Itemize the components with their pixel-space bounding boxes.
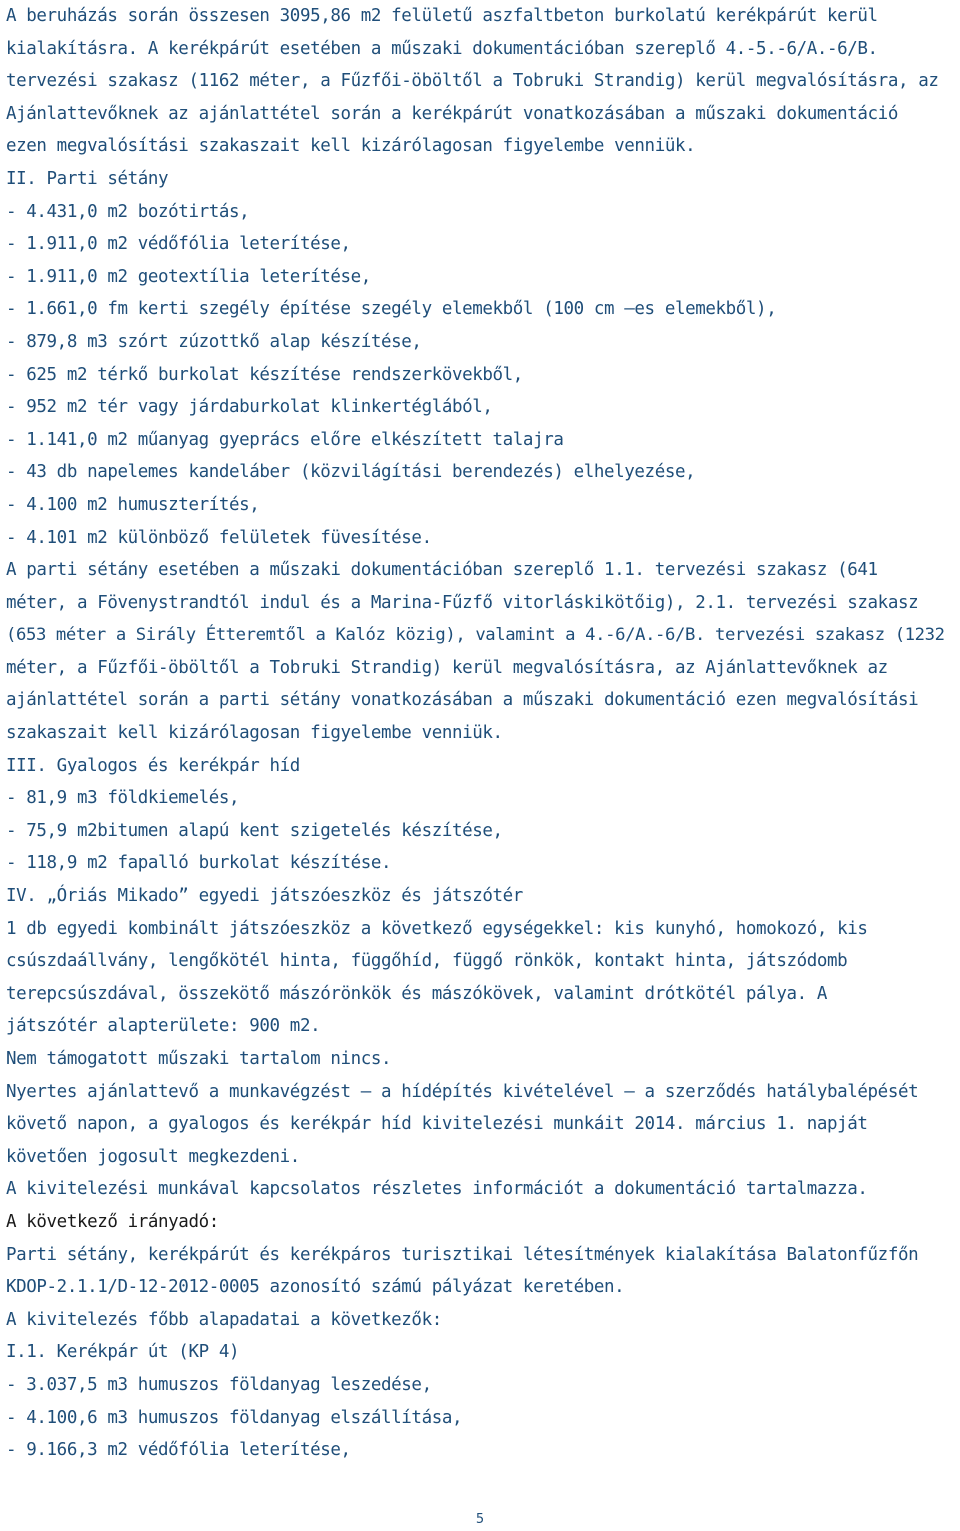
- text-line: ezen megvalósítási szakaszait kell kizárólagosan figyelembe venniük.: [6, 136, 696, 157]
- text-line: I.1. Kerékpár út (KP 4): [6, 1342, 240, 1363]
- text-line: tervezési szakasz (1162 méter, a Fűzfői-öböltől a Tobruki Strandig) kerül megvalósításra, az: [6, 71, 939, 92]
- text-line: méter, a Fűzfői-öböltől a Tobruki Strandig) kerül megvalósításra, az Ajánlattevőknek az: [6, 657, 888, 678]
- text-line: játszótér alapterülete: 900 m2.: [6, 1016, 321, 1037]
- text-line: III. Gyalogos és kerékpár híd: [6, 755, 300, 776]
- text-line: - 4.101 m2 különböző felületek füvesítése.: [6, 527, 432, 548]
- text-line: - 952 m2 tér vagy járdaburkolat klinkertéglából,: [6, 397, 493, 418]
- text-line: követően jogosult megkezdeni.: [6, 1146, 300, 1167]
- text-line: - 625 m2 térkő burkolat készítése rendszerkövekből,: [6, 364, 523, 385]
- text-line: - 9.166,3 m2 védőfólia leterítése,: [6, 1440, 351, 1461]
- text-line: KDOP-2.1.1/D-12-2012-0005 azonosító számú pályázat keretében.: [6, 1277, 625, 1298]
- document-body: [6, 0, 956, 1467]
- text-line: A parti sétány esetében a műszaki dokumentációban szereplő 1.1. tervezési szakasz (641: [6, 560, 878, 581]
- text-line: (653 méter a Sirály Étteremtől a Kalóz közig), valamint a 4.-6/A.-6/B. tervezési szakasz (1232: [6, 625, 945, 646]
- text-line: A kivitelezés főbb alapadatai a következők:: [6, 1309, 442, 1330]
- text-line: követő napon, a gyalogos és kerékpár híd kivitelezési munkáit 2014. március 1. napját: [6, 1114, 868, 1135]
- text-line: szakaszait kell kizárólagosan figyelembe venniük.: [6, 723, 503, 744]
- text-line: A beruházás során összesen 3095,86 m2 felületű aszfaltbeton burkolatú kerékpárút kerül: [6, 6, 878, 26]
- text-line: - 1.911,0 m2 védőfólia leterítése,: [6, 234, 351, 255]
- text-line: - 1.141,0 m2 műanyag gyeprács előre elkészített talajra: [6, 429, 564, 450]
- text-line: 1 db egyedi kombinált játszóeszköz a következő egységekkel: kis kunyhó, homokozó, kis: [6, 918, 868, 939]
- text-line: - 118,9 m2 fapalló burkolat készítése.: [6, 853, 392, 874]
- text-line: Parti sétány, kerékpárút és kerékpáros turisztikai létesítmények kialakítása Balatonfűzfőn: [6, 1244, 919, 1265]
- text-line: - 4.100,6 m3 humuszos földanyag elszállítása,: [6, 1407, 463, 1428]
- text-line: IV. „Óriás Mikado” egyedi játszóeszköz és játszótér: [6, 886, 523, 907]
- text-line: - 1.911,0 m2 geotextília leterítése,: [6, 266, 371, 287]
- text-line: Nyertes ajánlattevő a munkavégzést – a hídépítés kivételével – a szerződés hatálybalépését: [6, 1081, 919, 1102]
- text-line: A következő irányadó:: [6, 1211, 219, 1232]
- text-line: - 879,8 m3 szórt zúzottkő alap készítése,: [6, 331, 422, 352]
- text-line: - 4.431,0 m2 bozótirtás,: [6, 201, 250, 222]
- text-line: kialakításra. A kerékpárút esetében a műszaki dokumentációban szereplő 4.-5.-6/A.-6/B.: [6, 38, 878, 59]
- text-line: - 43 db napelemes kandeláber (közvilágítási berendezés) elhelyezése,: [6, 462, 696, 483]
- text-line: - 4.100 m2 humuszterítés,: [6, 494, 260, 515]
- page-number: 5: [475, 1512, 485, 1527]
- text-line: csúszdaállvány, lengőkötél hinta, függőhíd, függő rönkök, kontakt hinta, játszódomb: [6, 951, 848, 972]
- text-line: terepcsúszdával, összekötő mászórönkök és mászókövek, valamint drótkötél pálya. A: [6, 983, 828, 1004]
- text-line: - 1.661,0 fm kerti szegély építése szegély elemekből (100 cm –es elemekből),: [6, 299, 777, 320]
- text-line: méter, a Fövenystrandtól indul és a Marina-Fűzfő vitorláskikötőig), 2.1. tervezési szakasz: [6, 592, 919, 613]
- text-line: ajánlattétel során a parti sétány vonatkozásában a műszaki dokumentáció ezen megvalósítási: [6, 690, 919, 711]
- text-line: Nem támogatott műszaki tartalom nincs.: [6, 1049, 392, 1069]
- text-line: II. Parti sétány: [6, 168, 169, 189]
- text-line: - 75,9 m2bitumen alapú kent szigetelés készítése,: [6, 820, 503, 841]
- text-line: Ajánlattevőknek az ajánlattétel során a kerékpárút vonatkozásában a műszaki dokumentáció: [6, 103, 898, 124]
- text-line: A kivitelezési munkával kapcsolatos részletes információt a dokumentáció tartalmazza.: [6, 1179, 868, 1200]
- text-line: - 3.037,5 m3 humuszos földanyag leszedése,: [6, 1374, 432, 1395]
- text-line: - 81,9 m3 földkiemelés,: [6, 788, 240, 809]
